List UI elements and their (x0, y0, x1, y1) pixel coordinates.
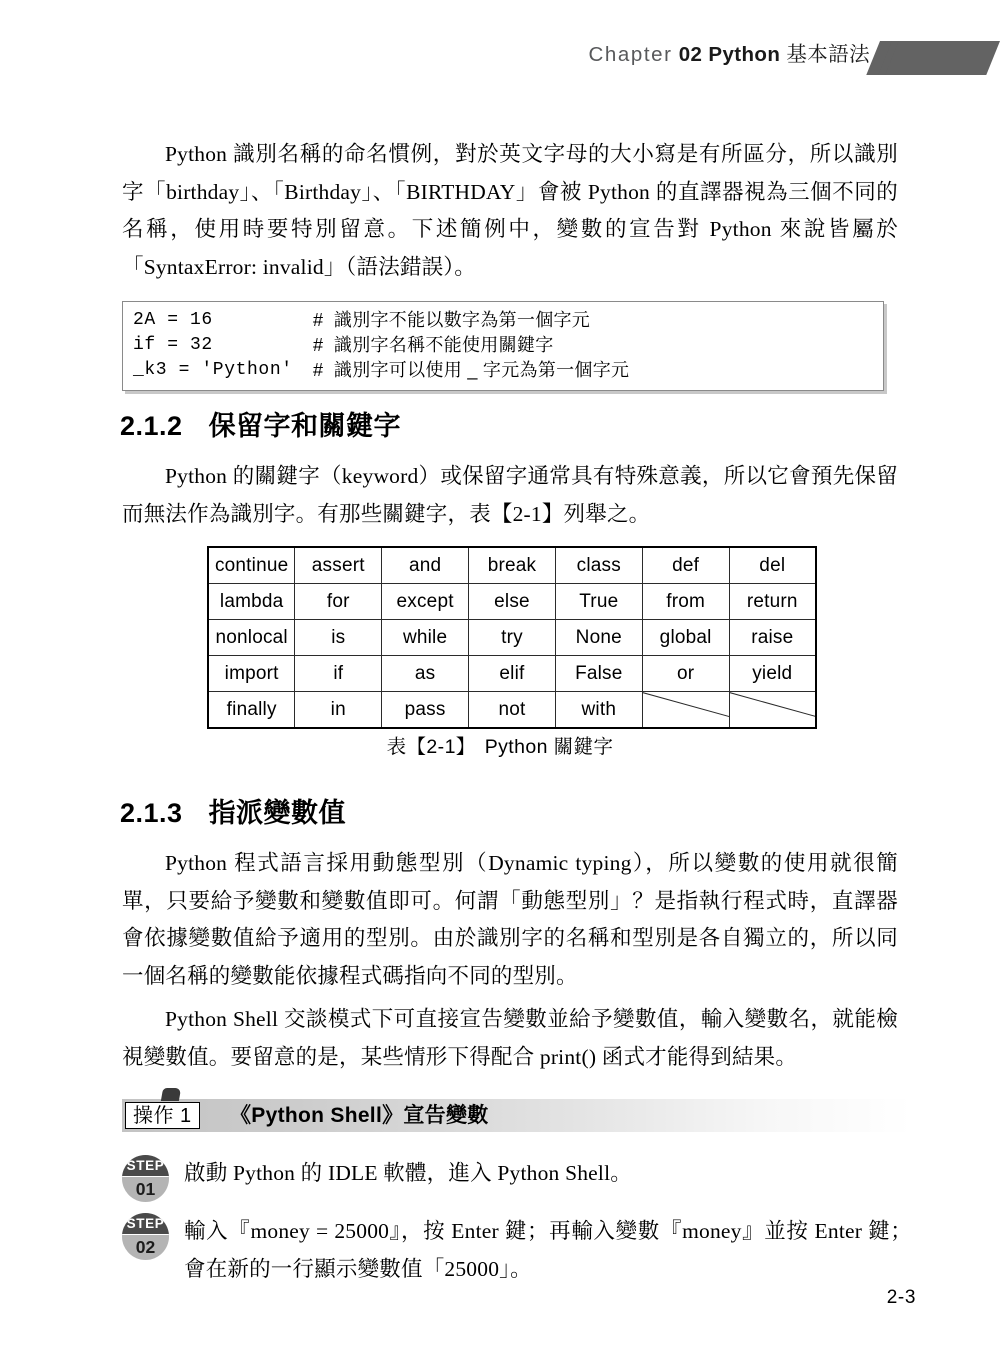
table-cell: in (295, 692, 382, 729)
paragraph-identifier-naming: Python 識別名稱的命名慣例，對於英文字母的大小寫是有所區分，所以識別字「birthday」、「Birthday」、「BIRTHDAY」會被 Python 的直譯器視為三個不同的名稱，使用時要特別留意。下述簡例中，變數的宣告對 Python 來說皆屬於「SyntaxError: invalid」（語法錯誤）。 (122, 142, 898, 279)
table-cell: True (555, 584, 642, 620)
code-sample-block (122, 301, 884, 391)
code-statement: _k3 = 'Python' (133, 360, 293, 380)
table-cell: or (642, 656, 729, 692)
section-number: 2.1.2 (120, 411, 183, 441)
paragraph-dynamic-typing: Python 程式語言採用動態型別（Dynamic typing），所以變數的使用就很簡單，只要給予變數和變數值即可。何謂「動態型別」？是指執行程式時，直譯器會依據變數值給予適用的型別。由於識別字的名稱和型別是各自獨立的，所以同一個名稱的變數能依據程式碼指向不同的型別。 (122, 851, 898, 988)
keyword-table-wrapper (207, 546, 817, 729)
step-badge-word: STEP (122, 1213, 169, 1235)
table-caption-label: 表【2-1】 (386, 736, 476, 758)
operation-banner (122, 1099, 912, 1132)
step-badge-word: STEP (122, 1155, 169, 1177)
table-cell: def (642, 547, 729, 584)
table-cell: if (295, 656, 382, 692)
code-comment: # 識別字名稱不能使用關鍵字 (313, 335, 554, 355)
table-cell-empty (642, 692, 729, 729)
code-statement: if = 32 (133, 335, 213, 355)
table-cell: finally (208, 692, 295, 729)
table-cell: class (555, 547, 642, 584)
table-cell: pass (382, 692, 469, 729)
table-cell: nonlocal (208, 620, 295, 656)
code-line (123, 358, 883, 383)
section-number: 2.1.3 (120, 798, 183, 828)
table-row (208, 584, 816, 620)
table-row (208, 692, 816, 729)
step-badge-icon (122, 1213, 169, 1260)
table-cell: yield (729, 656, 816, 692)
table-cell: from (642, 584, 729, 620)
step-badge-icon (122, 1155, 169, 1202)
table-cell: try (469, 620, 556, 656)
table-cell: except (382, 584, 469, 620)
table-cell: and (382, 547, 469, 584)
table-cell: raise (729, 620, 816, 656)
page-number: 2-3 (886, 1287, 916, 1308)
table-row (208, 547, 816, 584)
table-cell: import (208, 656, 295, 692)
paragraph-shell-usage: Python Shell 交談模式下可直接宣告變數並給予變數值，輸入變數名，就能檢視變數值。要留意的是，某些情形下得配合 print() 函式才能得到結果。 (122, 1007, 898, 1069)
code-statement: 2A = 16 (133, 310, 213, 330)
table-cell: assert (295, 547, 382, 584)
step-text: 輸入『money = 25000』，按 Enter 鍵；再輸入變數『money』並按 Enter 鍵；會在新的一行顯示變數值「25000」。 (184, 1219, 912, 1281)
step-badge-number: 02 (135, 1237, 156, 1257)
table-cell: not (469, 692, 556, 729)
page-header (0, 0, 1000, 92)
table-cell: del (729, 547, 816, 584)
section-heading-2-1-3 (120, 791, 346, 830)
running-head-chapter-word: Chapter (588, 43, 673, 66)
table-cell: as (382, 656, 469, 692)
running-head-chapter-number: 02 (678, 43, 703, 66)
table-cell: is (295, 620, 382, 656)
step-text: 啟動 Python 的 IDLE 軟體，進入 Python Shell。 (184, 1161, 632, 1185)
table-caption-text: Python 關鍵字 (484, 736, 614, 758)
operation-label-badge: 操作 1 (125, 1102, 200, 1129)
table-cell: None (555, 620, 642, 656)
table-cell-empty (729, 692, 816, 729)
table-caption (0, 731, 1000, 759)
table-cell: break (469, 547, 556, 584)
table-cell: with (555, 692, 642, 729)
table-row (208, 656, 816, 692)
table-cell: lambda (208, 584, 295, 620)
code-comment: # 識別字不能以數字為第一個字元 (313, 310, 591, 330)
table-cell: else (469, 584, 556, 620)
section-title: 指派變數值 (208, 798, 347, 828)
section-heading-2-1-2 (120, 404, 401, 443)
table-cell: while (382, 620, 469, 656)
code-comment: # 識別字可以使用 _ 字元為第一個字元 (313, 360, 630, 380)
code-line (123, 333, 883, 358)
table-cell: elif (469, 656, 556, 692)
running-head (588, 42, 870, 68)
table-cell: global (642, 620, 729, 656)
paragraph-keywords-intro: Python 的關鍵字（keyword）或保留字通常具有特殊意義，所以它會預先保留而無法作為識別字。有那些關鍵字，表【2-1】列舉之。 (122, 464, 898, 526)
python-keyword-table (207, 546, 817, 729)
step-badge-number: 01 (135, 1179, 156, 1199)
table-cell: return (729, 584, 816, 620)
section-title: 保留字和關鍵字 (208, 411, 402, 441)
table-cell: for (295, 584, 382, 620)
running-head-chapter-title: 基本語法 (786, 43, 870, 66)
operation-title: 《Python Shell》宣告變數 (230, 1104, 489, 1127)
table-cell: continue (208, 547, 295, 584)
table-row (208, 620, 816, 656)
bookmark-tab-icon (161, 1088, 181, 1101)
table-cell: False (555, 656, 642, 692)
code-line (123, 308, 883, 333)
running-head-chapter-lang: Python (708, 43, 781, 66)
